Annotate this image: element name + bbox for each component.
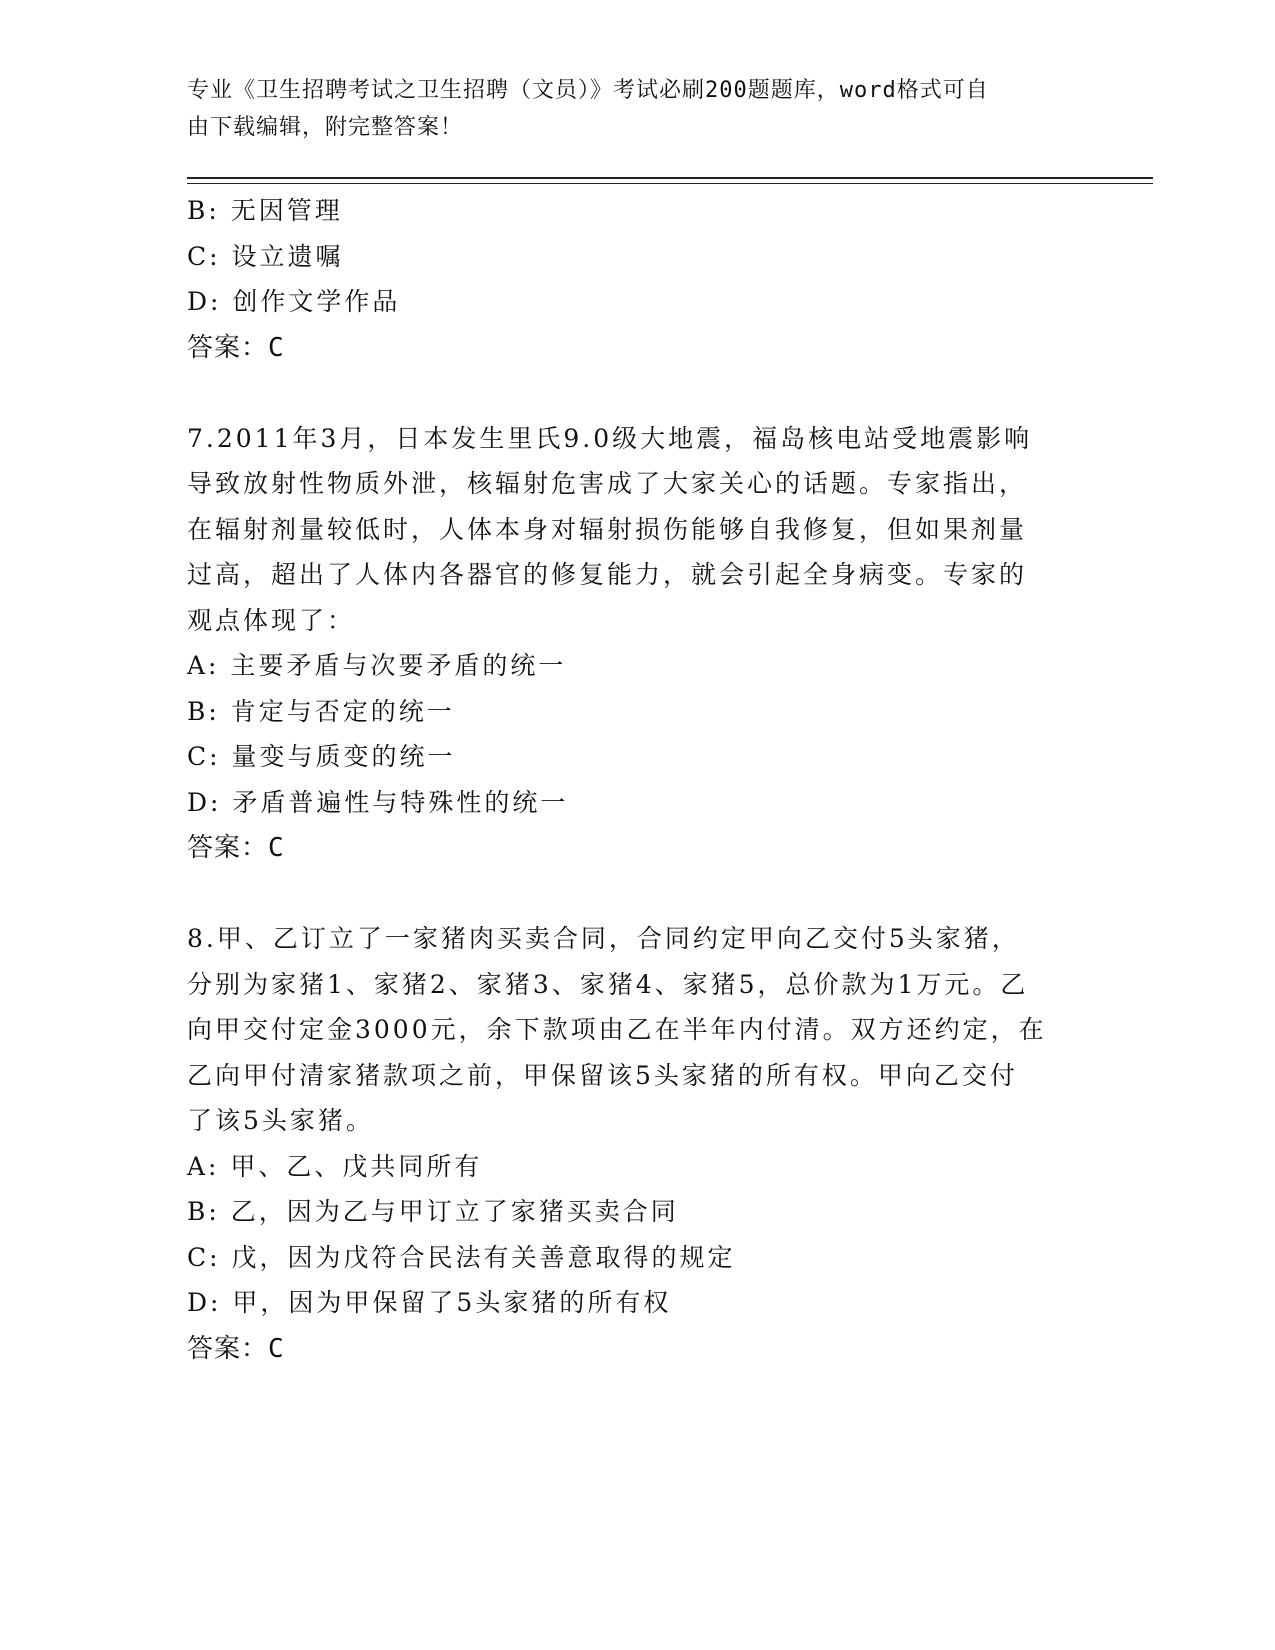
option-c: C: 设立遗嘱	[187, 241, 344, 271]
option-b: B: 乙，因为乙与甲订立了家猪买卖合同	[187, 1197, 679, 1226]
document-header	[187, 72, 1087, 146]
header-line-2: 由下载编辑，附完整答案！	[187, 115, 464, 140]
option-d: D: 矛盾普遍性与特殊性的统一	[187, 787, 569, 817]
option-c: C: 戊，因为戊符合民法有关善意取得的规定	[187, 1242, 736, 1272]
header-divider-thick	[187, 177, 1153, 179]
spacer	[187, 371, 1087, 416]
option-d: D: 创作文学作品	[187, 287, 401, 316]
option-b: B: 肯定与否定的统一	[187, 696, 455, 726]
answer-line: 答案：C	[187, 1333, 285, 1364]
question-block-7	[187, 416, 1087, 872]
option-d: D: 甲，因为甲保留了5头家猪的所有权	[187, 1288, 672, 1317]
option-a: A: 主要矛盾与次要矛盾的统一	[187, 651, 567, 680]
option-b: B: 无因管理	[187, 196, 343, 225]
question-stem-line: 7.2011年3月，日本发生里氏9.0级大地震，福岛核电站受地震影响	[187, 423, 1033, 453]
question-stem-line: 观点体现了：	[187, 605, 356, 635]
option-a: A: 甲、乙、戊共同所有	[187, 1151, 483, 1181]
answer-line: 答案：C	[187, 833, 285, 863]
spacer	[187, 871, 1087, 916]
question-block-8	[187, 916, 1087, 1372]
question-stem-line: 分别为家猪1、家猪2、家猪3、家猪4、家猪5，总价款为1万元。乙	[187, 969, 1029, 999]
question-stem-line: 了该5头家猪。	[187, 1106, 374, 1135]
document-body	[187, 188, 1087, 1372]
question-stem-line: 乙向甲付清家猪款项之前，甲保留该5头家猪的所有权。甲向乙交付	[187, 1060, 1018, 1090]
header-divider-thin	[187, 183, 1153, 184]
question-stem-line: 在辐射剂量较低时，人体本身对辐射损伤能够自我修复，但如果剂量	[187, 514, 1028, 544]
question-stem-line: 过高，超出了人体内各器官的修复能力，就会引起全身病变。专家的	[187, 560, 1028, 589]
question-block-previous	[187, 188, 1087, 371]
header-line-1: 专业《卫生招聘考试之卫生招聘（文员）》考试必刷200题题库，word格式可自	[187, 78, 989, 103]
question-stem-line: 向甲交付定金3000元，余下款项由乙在半年内付清。双方还约定，在	[187, 1015, 1047, 1044]
question-stem-line: 8.甲、乙订立了一家猪肉买卖合同，合同约定甲向乙交付5头家猪，	[187, 924, 1020, 953]
option-c: C: 量变与质变的统一	[187, 742, 456, 771]
question-stem-line: 导致放射性物质外泄，核辐射危害成了大家关心的话题。专家指出，	[187, 469, 1028, 498]
answer-line: 答案：C	[187, 332, 285, 363]
